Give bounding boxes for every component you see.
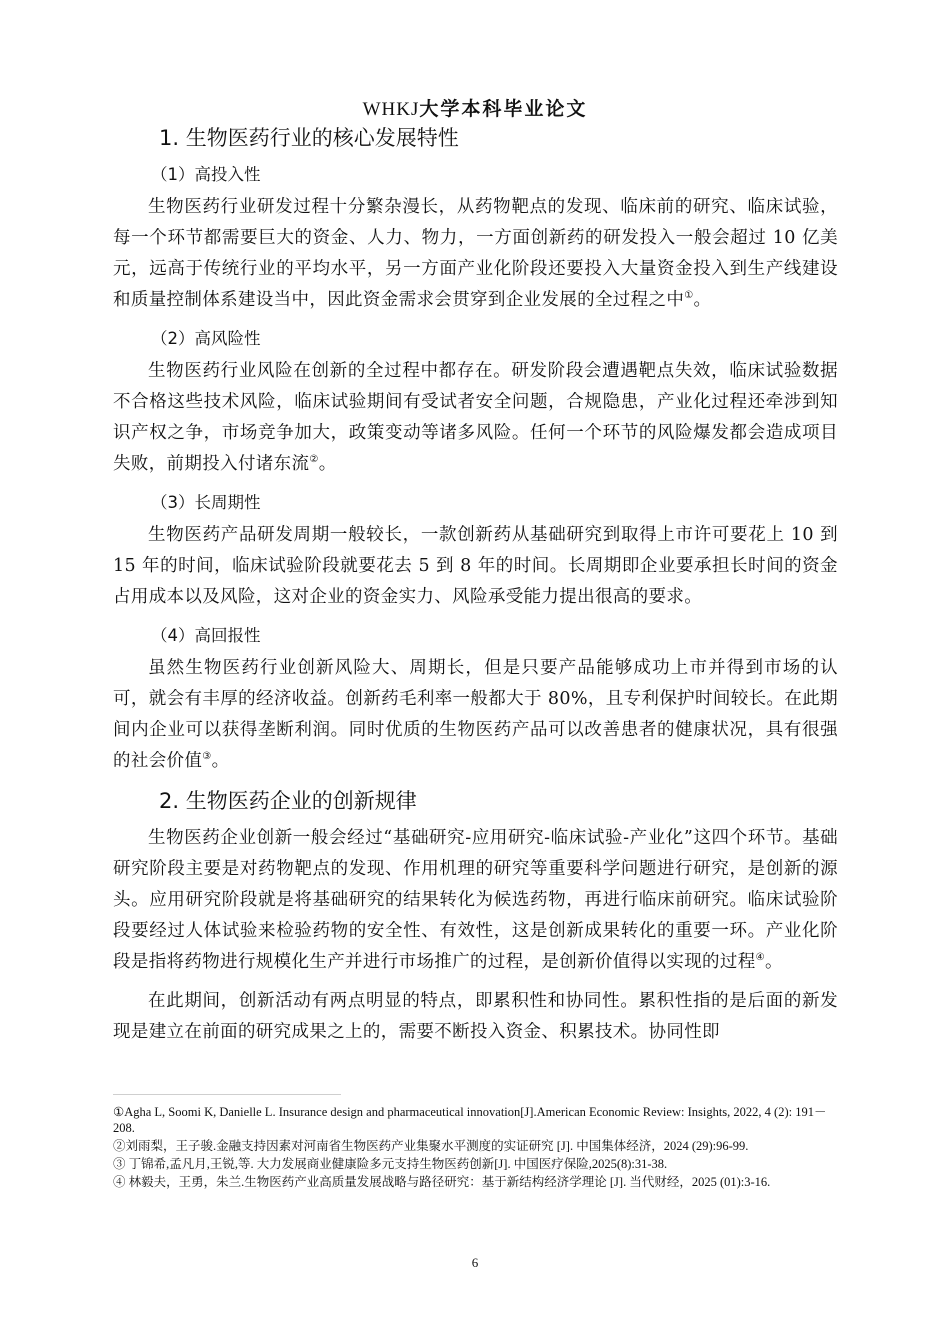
subsection-heading-1: （1）高投入性 [151, 165, 261, 184]
paragraph-high-investment: 生物医药行业研发过程十分繁杂漫长，从药物靶点的发现、临床前的研究、临床试验，每一个环节都需要巨大的资金、人力、物力，一方面创新药的研发投入一般会超过 10 亿美元，远高于传统行业的平均水平，另一方面产业化阶段还要投入大量资金投入到生产线建设和质量控制体系建设当中，因此资金需求会贯穿到企业发展的全过程之中①。 [113, 197, 838, 310]
paragraph-long-cycle: 生物医药产品研发周期一般较长，一款创新药从基础研究到取得上市许可要花上 10 到 15 年的时间，临床试验阶段就要花去 5 到 8 年的时间。长周期即企业要承担长时间的资金占用成本以及风险，这对企业的资金实力、风险承受能力提出很高的要求。 [113, 525, 838, 607]
paragraph-innovation-stages: 生物医药企业创新一般会经过“基础研究-应用研究-临床试验-产业化”这四个环节。基础研究阶段主要是对药物靶点的发现、作用机理的研究等重要科学问题进行研究，是创新的源头。应用研究阶段就是将基础研究的结果转化为候选药物，再进行临床前研究。临床试验阶段要经过人体试验来检验药物的安全性、有效性，这是创新成果转化的重要一环。产业化阶段是指将药物进行规模化生产并进行市场推广的过程，是创新价值得以实现的过程④。 [113, 828, 838, 972]
running-header [0, 94, 950, 121]
subsection-heading-4: （4）高回报性 [151, 626, 261, 645]
footnote-1: ①Agha L, Soomi K, Danielle L. Insurance design and pharmaceutical innovation[J].American Economic Review: Insights, 2022, 4 (2): 191－208. [113, 1105, 827, 1135]
footnotes [113, 1104, 841, 1192]
footnote-mark-3: ③ [202, 751, 212, 763]
subsection-heading-2: （2）高风险性 [151, 329, 261, 348]
footnote-mark-1: ① [684, 290, 694, 302]
page-number: 6 [471, 1255, 479, 1270]
footnote-separator [113, 1094, 341, 1095]
footnote-2: ②刘雨梨，王子骏.金融支持因素对河南省生物医药产业集聚水平测度的实证研究 [J]. 中国集体经济，2024 (29):96-99. [113, 1139, 749, 1153]
footnote-mark-2: ② [309, 454, 319, 466]
footnote-4: ④ 林毅夫，王勇，朱兰.生物医药产业高质量发展战略与路径研究：基于新结构经济学理论 [J]. 当代财经，2025 (01):3-16. [113, 1175, 771, 1189]
section-1-heading: 1. 生物医药行业的核心发展特性 [159, 126, 459, 150]
header-latin: WHKJ [362, 99, 420, 120]
header-title: 大学本科毕业论文 [419, 98, 588, 120]
footnote-3: ③ 丁锦希,孟凡月,王锐,等. 大力发展商业健康险多元支持生物医药创新[J]. 中国医疗保险,2025(8):31-38. [113, 1157, 668, 1171]
paragraph-high-return: 虽然生物医药行业创新风险大、周期长，但是只要产品能够成功上市并得到市场的认可，就会有丰厚的经济收益。创新药毛利率一般都大于 80%，且专利保护时间较长。在此期间内企业可以获得垄断利润。同时优质的生物医药产品可以改善患者的健康状况，具有很强的社会价值③。 [113, 658, 838, 771]
body-content [113, 118, 838, 1056]
footnote-mark-4: ④ [755, 952, 765, 964]
subsection-heading-3: （3）长周期性 [151, 493, 261, 512]
paragraph-high-risk: 生物医药行业风险在创新的全过程中都存在。研发阶段会遭遇靶点失效，临床试验数据不合格这些技术风险，临床试验期间有受试者安全问题，合规隐患，产业化过程还牵涉到知识产权之争，市场竞争加大，政策变动等诸多风险。任何一个环节的风险爆发都会造成项目失败，前期投入付诸东流②。 [113, 361, 838, 474]
section-2-heading: 2. 生物医药企业的创新规律 [159, 789, 417, 813]
paragraph-innovation-features: 在此期间，创新活动有两点明显的特点，即累积性和协同性。累积性指的是后面的新发现是建立在前面的研究成果之上的，需要不断投入资金、积累技术。协同性即 [113, 991, 838, 1042]
